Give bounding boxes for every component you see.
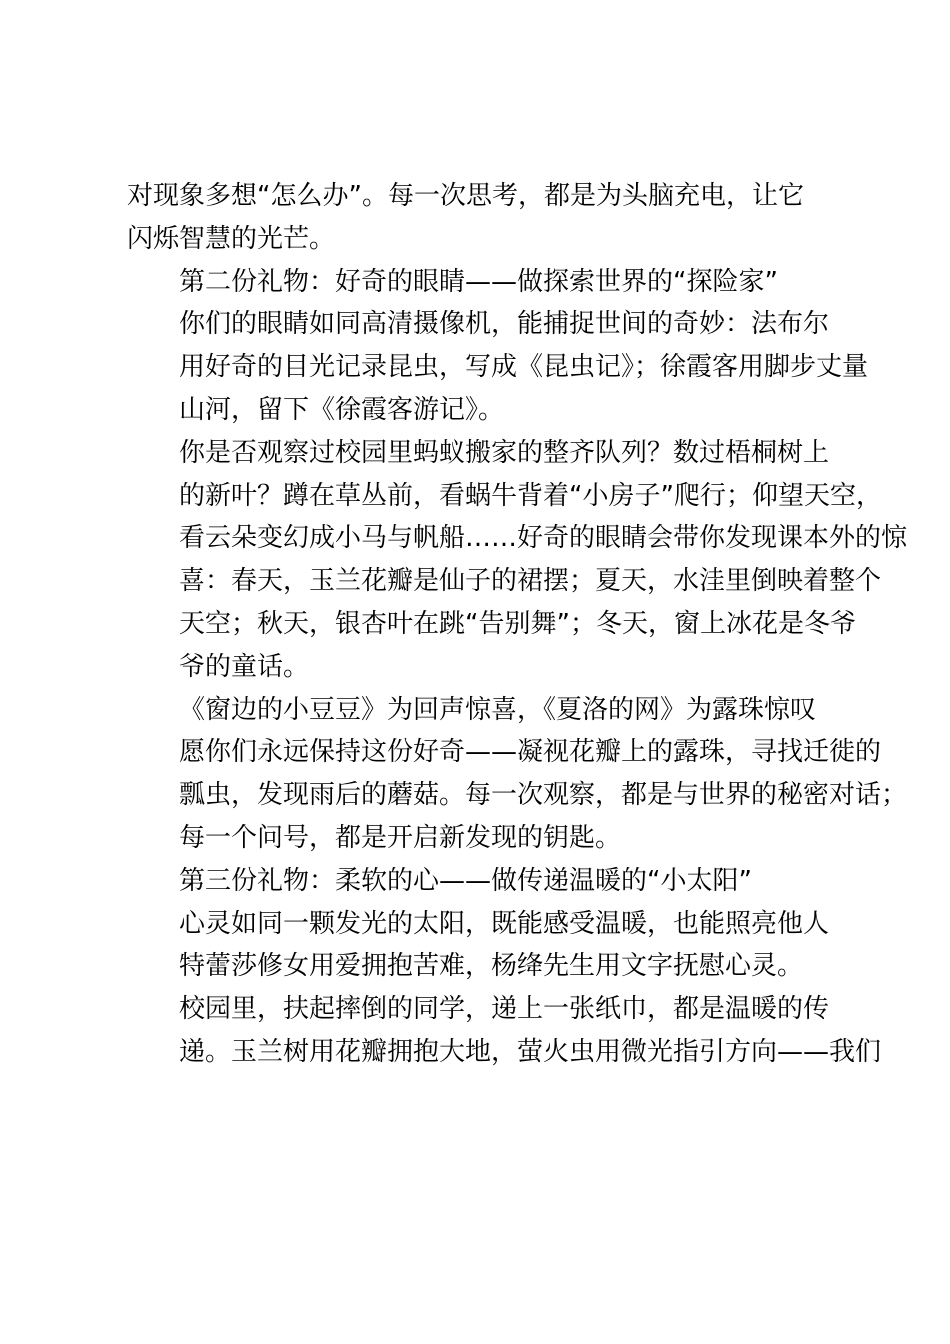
- body-text: [127, 175, 908, 1074]
- text-line: 你们的眼睛如同高清摄像机，能捕捉世间的奇妙：法布尔: [179, 309, 830, 340]
- text-line: 每一个问号，都是开启新发现的钥匙。: [179, 822, 622, 853]
- text-line: 喜：春天，玉兰花瓣是仙子的裙摆；夏天，水洼里倒映着整个: [179, 566, 882, 597]
- text-line: 第三份礼物：柔软的心——做传递温暖的“小太阳”: [179, 865, 752, 896]
- text-line: 《窗边的小豆豆》为回声惊喜，《夏洛的网》为露珠惊叹: [179, 694, 817, 725]
- text-line: 看云朵变幻成小马与帆船……好奇的眼睛会带你发现课本外的惊: [179, 523, 908, 554]
- text-line: 用好奇的目光记录昆虫，写成《昆虫记》；徐霞客用脚步丈量: [179, 352, 869, 383]
- paragraph: [127, 303, 869, 431]
- text-line: 闪烁智慧的光芒。: [127, 223, 336, 254]
- text-line: 的新叶？蹲在草丛前，看蜗牛背着“小房子”爬行；仰望天空，: [179, 480, 882, 511]
- text-line: 递。玉兰树用花瓣拥抱大地，萤火虫用微光指引方向——我们: [179, 1036, 882, 1067]
- section-heading: [127, 860, 827, 903]
- text-line: 对现象多想“怎么办”。每一次思考，都是为头脑充电，让它: [127, 181, 804, 211]
- paragraph: [127, 432, 908, 689]
- text-line: 山河，留下《徐霞客游记》。: [179, 394, 505, 425]
- text-line: 瓢虫，发现雨后的蘑菇。每一次观察，都是与世界的秘密对话；: [179, 780, 908, 811]
- text-line: 天空；秋天，银杏叶在跳“告别舞”；冬天，窗上冰花是冬爷: [179, 608, 856, 639]
- text-line: 愿你们永远保持这份好奇——凝视花瓣上的露珠，寻找迁徙的: [179, 737, 882, 768]
- paragraph: [127, 988, 882, 1074]
- text-line: 校园里，扶起摔倒的同学，递上一张纸巾，都是温暖的传: [179, 994, 830, 1025]
- text-line: 心灵如同一颗发光的太阳，既能感受温暖，也能照亮他人: [179, 908, 830, 939]
- paragraph: [127, 903, 830, 989]
- text-line: 第二份礼物：好奇的眼睛——做探索世界的“探险家”: [179, 266, 778, 297]
- text-line: 特蕾莎修女用爱拥抱苦难，杨绛先生用文字抚慰心灵。: [179, 951, 804, 982]
- paragraph: [127, 175, 827, 261]
- text-line: 爷的童话。: [179, 651, 310, 682]
- section-heading: [127, 261, 827, 304]
- paragraph: [127, 689, 908, 860]
- text-line: 你是否观察过校园里蚂蚁搬家的整齐队列？数过梧桐树上: [179, 437, 830, 468]
